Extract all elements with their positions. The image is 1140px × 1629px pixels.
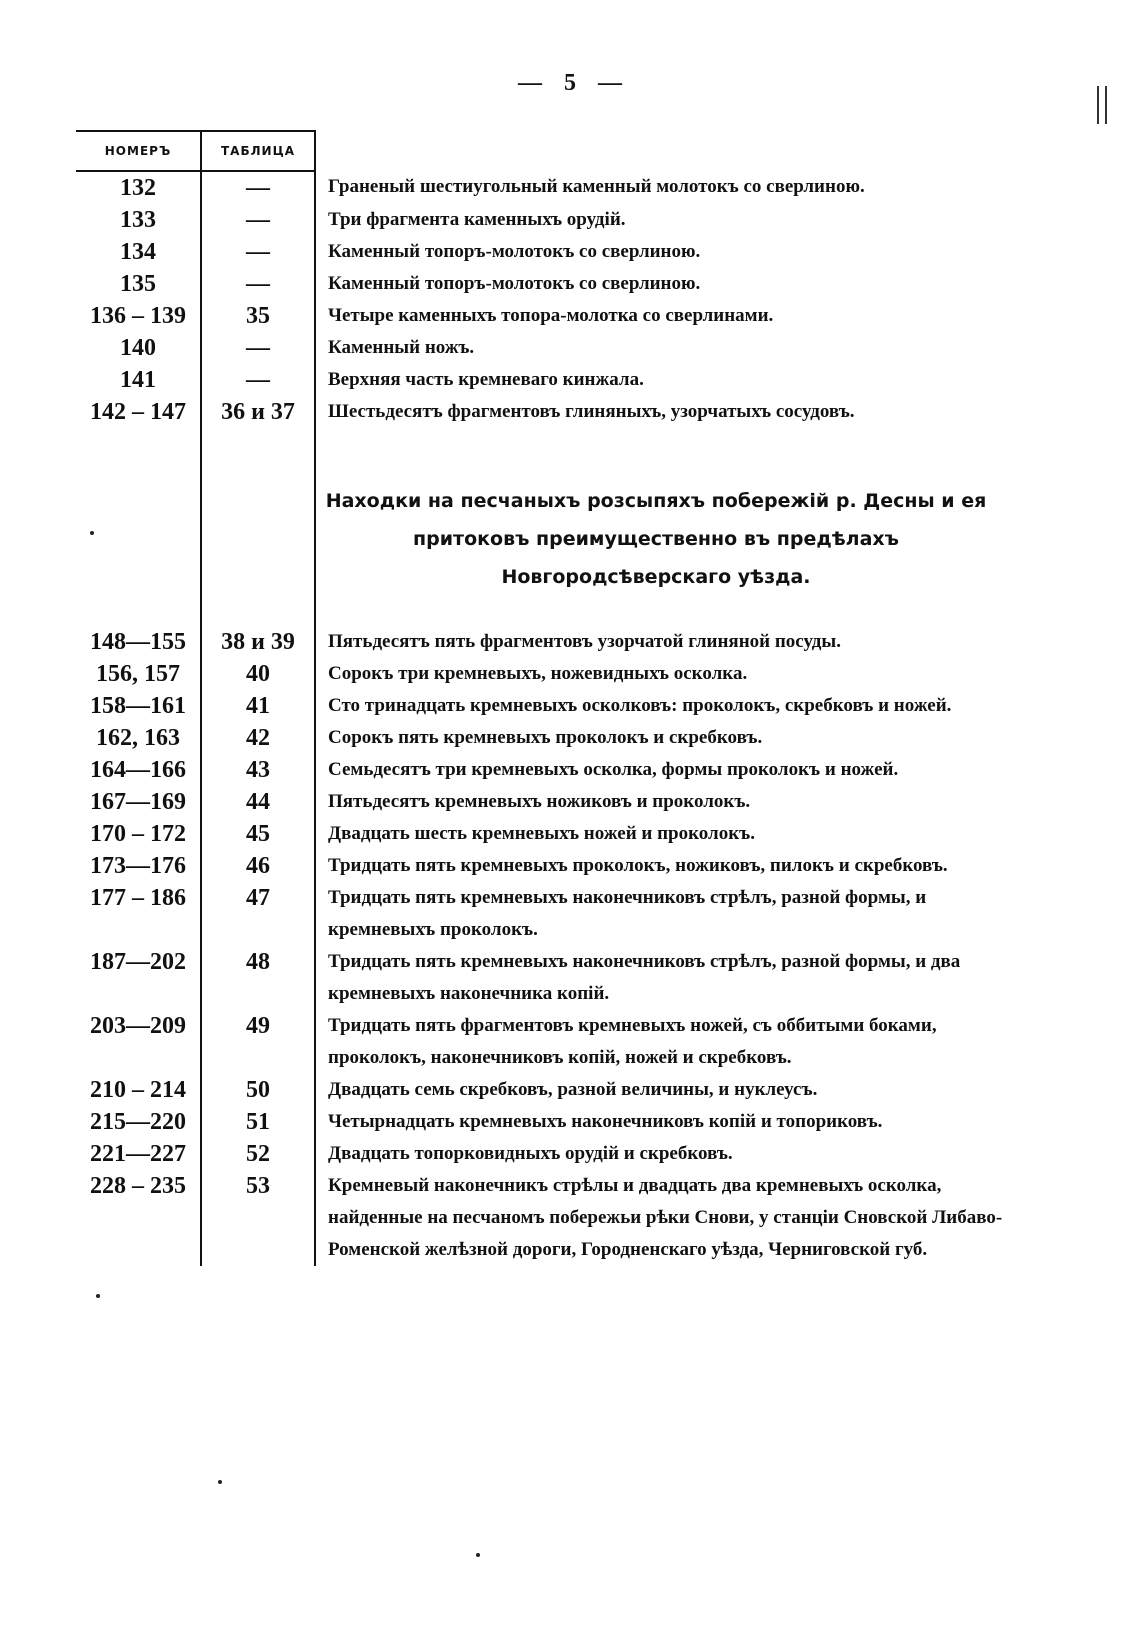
group2-body [76, 626, 1014, 1266]
entry-number: 162, 163 [76, 722, 201, 754]
section-heading-plate-cell [201, 428, 315, 626]
catalog-table [76, 130, 1014, 1266]
table-row [76, 300, 1014, 332]
page-number [0, 70, 1140, 97]
table-row [76, 786, 1014, 818]
entry-plate: 45 [201, 818, 315, 850]
entry-plate: — [201, 204, 315, 236]
table-row [76, 658, 1014, 690]
page-number-dash-right: — [598, 70, 622, 96]
entry-plate: 36 и 37 [201, 396, 315, 428]
table-row [76, 722, 1014, 754]
section-heading: Находки на песчаныхъ розсыпяхъ побережій р. Десны и ея притоковъ преимущественно въ предѣлахъ Новгородсѣверскаго уѣзда. [325, 490, 987, 588]
entry-plate: 40 [201, 658, 315, 690]
entry-description: Четырнадцать кремневыхъ наконечниковъ копій и топориковъ. [328, 1111, 883, 1132]
entry-number: 133 [76, 204, 201, 236]
entry-number: 141 [76, 364, 201, 396]
entry-plate: — [201, 268, 315, 300]
header-plate: ТАБЛИЦА [201, 131, 315, 171]
entry-number: 187—202 [76, 946, 201, 1010]
table-row [76, 882, 1014, 946]
table-row [76, 171, 1014, 204]
entry-plate: 38 и 39 [201, 626, 315, 658]
table-row [76, 1010, 1014, 1074]
entry-description: Верхняя часть кремневаго кинжала. [328, 369, 644, 390]
table-row [76, 332, 1014, 364]
entry-number: 173—176 [76, 850, 201, 882]
entry-description: Четыре каменныхъ топора-молотка со сверлинами. [328, 305, 774, 326]
entry-description: Три фрагмента каменныхъ орудій. [328, 209, 626, 230]
table-row [76, 626, 1014, 658]
entry-description: Тридцать пять фрагментовъ кремневыхъ ножей, съ оббитыми боками, проколокъ, наконечниковъ копій, ножей и скребковъ. [328, 1015, 937, 1068]
section-heading-number-cell [76, 428, 201, 626]
entry-plate: 42 [201, 722, 315, 754]
entry-description: Шестьдесятъ фрагментовъ глиняныхъ, узорчатыхъ сосудовъ. [328, 401, 855, 422]
entry-description: Сто тринадцать кремневыхъ осколковъ: проколокъ, скребковъ и ножей. [328, 695, 952, 716]
table-row [76, 850, 1014, 882]
entry-description: Пятьдесятъ кремневыхъ ножиковъ и проколокъ. [328, 791, 751, 812]
entry-description: Сорокъ пять кремневыхъ проколокъ и скребковъ. [328, 727, 763, 748]
speck-mark [476, 1553, 480, 1557]
entry-plate: 51 [201, 1106, 315, 1138]
entry-description: Тридцать пять кремневыхъ наконечниковъ стрѣлъ, разной формы, и два кремневыхъ наконечника копій. [328, 951, 961, 1004]
entry-number: 228 – 235 [76, 1170, 201, 1266]
section-heading-row [76, 428, 1014, 626]
header-description [315, 131, 1014, 171]
entry-plate: — [201, 236, 315, 268]
table-row [76, 268, 1014, 300]
entry-number: 167—169 [76, 786, 201, 818]
entry-number: 221—227 [76, 1138, 201, 1170]
entry-number: 164—166 [76, 754, 201, 786]
entry-number: 132 [76, 171, 201, 204]
table-row [76, 1106, 1014, 1138]
entry-number: 170 – 172 [76, 818, 201, 850]
table-row [76, 754, 1014, 786]
entry-number: 156, 157 [76, 658, 201, 690]
entry-description: Двадцать шесть кремневыхъ ножей и проколокъ. [328, 823, 755, 844]
table-row [76, 236, 1014, 268]
page-number-dash-left: — [518, 70, 542, 96]
entry-description: Каменный топоръ-молотокъ со сверлиною. [328, 273, 701, 294]
speck-mark [96, 1294, 100, 1298]
entry-description: Семьдесятъ три кремневыхъ осколка, формы проколокъ и ножей. [328, 759, 899, 780]
table-row [76, 690, 1014, 722]
entry-number: 158—161 [76, 690, 201, 722]
page-number-value: 5 [564, 70, 576, 96]
entry-number: 203—209 [76, 1010, 201, 1074]
table-row [76, 396, 1014, 428]
entry-description: Сорокъ три кремневыхъ, ножевидныхъ осколка. [328, 663, 748, 684]
entry-plate: 53 [201, 1170, 315, 1266]
speck-mark [218, 1480, 222, 1484]
margin-mark [1097, 86, 1107, 124]
entry-plate: 41 [201, 690, 315, 722]
entry-description: Двадцать топорковидныхъ орудій и скребковъ. [328, 1143, 733, 1164]
entry-plate: 49 [201, 1010, 315, 1074]
entry-number: 177 – 186 [76, 882, 201, 946]
entry-number: 136 – 139 [76, 300, 201, 332]
entry-description: Кремневый наконечникъ стрѣлы и двадцать два кремневыхъ осколка, найденные на песчаномъ побережьи рѣки Снови, у станціи Сновской Либаво-Роменской желѣзной дороги, Городненскаго уѣзда, Черниговской губ. [328, 1175, 1003, 1260]
entry-number: 140 [76, 332, 201, 364]
table-row [76, 1074, 1014, 1106]
entry-plate: — [201, 364, 315, 396]
entry-plate: 35 [201, 300, 315, 332]
entry-number: 134 [76, 236, 201, 268]
table-row [76, 818, 1014, 850]
entry-description: Каменный топоръ-молотокъ со сверлиною. [328, 241, 701, 262]
table-row [76, 1170, 1014, 1266]
table-header-row [76, 131, 1014, 171]
entry-description: Каменный ножъ. [328, 337, 475, 358]
group1-body [76, 171, 1014, 428]
entry-plate: 43 [201, 754, 315, 786]
entry-plate: 50 [201, 1074, 315, 1106]
entry-plate: — [201, 171, 315, 204]
entry-description: Тридцать пять кремневыхъ проколокъ, ножиковъ, пилокъ и скребковъ. [328, 855, 948, 876]
entry-number: 210 – 214 [76, 1074, 201, 1106]
entry-number: 142 – 147 [76, 396, 201, 428]
speck-mark [90, 531, 94, 535]
entry-number: 148—155 [76, 626, 201, 658]
entry-number: 215—220 [76, 1106, 201, 1138]
table-row [76, 1138, 1014, 1170]
entry-description: Тридцать пять кремневыхъ наконечниковъ стрѣлъ, разной формы, и кремневыхъ проколокъ. [328, 887, 927, 940]
entry-plate: 47 [201, 882, 315, 946]
table-row [76, 364, 1014, 396]
entry-description: Двадцать семь скребковъ, разной величины, и нуклеусъ. [328, 1079, 818, 1100]
section-heading-body [76, 428, 1014, 626]
entry-description: Граненый шестиугольный каменный молотокъ со сверлиною. [328, 176, 865, 197]
entry-plate: 46 [201, 850, 315, 882]
entry-number: 135 [76, 268, 201, 300]
entry-plate: 44 [201, 786, 315, 818]
entry-plate: 48 [201, 946, 315, 1010]
header-number: НОМЕРЪ [76, 131, 201, 171]
entry-plate: — [201, 332, 315, 364]
table-row [76, 204, 1014, 236]
entry-plate: 52 [201, 1138, 315, 1170]
entry-description: Пятьдесятъ пять фрагментовъ узорчатой глиняной посуды. [328, 631, 841, 652]
table-row [76, 946, 1014, 1010]
